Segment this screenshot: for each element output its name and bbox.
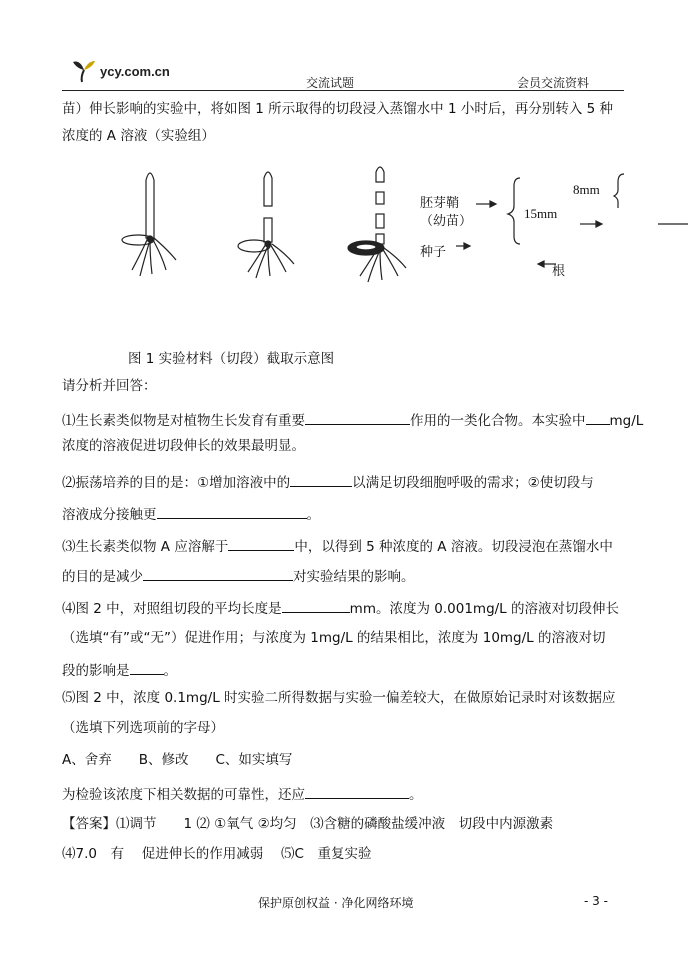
figure-caption: 图 1 实验材料（切段）截取示意图 [128,351,335,367]
question-5-line-1: ⑸图 2 中，浓度 0.1mg/L 时实验二所得数据与实验一偏差较大，在做原始记录时对该数据应 [62,690,616,706]
question-2-line-1: ⑵振荡培养的目的是：①增加溶液中的 以满足切段细胞呼吸的需求；②使切段与 [62,475,594,491]
question-4-line-3: 段的影响是 。 [62,663,177,679]
label-15mm: 15mm [524,206,558,221]
question-1-line-1: ⑴生长素类似物是对植物生长发育有重要 作用的一类化合物。本实验中 mg/L [62,413,644,429]
label-arrows [456,201,688,267]
intro-line-2: 浓度的 A 溶液（实验组） [62,128,215,144]
question-4-line-1: ⑷图 2 中，对照组切段的平均长度是 mm。浓度为 0.001mg/L 的溶液对切段伸长 [62,601,619,617]
q2-blank-contact[interactable] [157,506,307,519]
question-5-line-3: 为检验该浓度下相关数据的可靠性，还应 。 [62,787,423,803]
seedling-1 [122,173,176,276]
header-center: 交流试题 [306,76,355,90]
intro-line-1: 苗）伸长影响的实验中，将如图 1 所示取得的切段浸入蒸馏水中 1 小时后，再分别转入 5 种 [62,101,614,117]
q2-blank-gas[interactable] [290,474,352,487]
q5-blank-action[interactable] [305,786,409,799]
label-seed: 种子 [420,245,447,260]
q4-blank-effect[interactable] [130,662,164,675]
logo-icon [70,56,98,84]
figure-1-drawing [110,160,688,290]
q4-blank-length[interactable] [282,600,350,613]
label-root: 根 [552,264,566,279]
q3-blank-solvent[interactable] [228,538,294,551]
logo-text: ycy.com.cn [100,64,170,79]
question-prompt: 请分析并回答： [62,378,157,394]
question-5-options: A、舍弃 B、修改 C、如实填写 [62,752,293,768]
header-rule [62,90,624,91]
label-coleoptile: 胚芽鞘 [420,196,460,211]
label-seedling: （幼苗） [420,214,473,229]
footer-center: 保护原创权益 · 净化网络环境 [258,896,414,910]
answer-line-2: ⑷7.0 有 促进伸长的作用减弱 ⑸C 重复实验 [62,846,372,862]
question-5-line-2: （选填下列选项前的字母） [62,720,224,736]
question-3-line-2: 的目的是减少 对实验结果的影响。 [62,569,415,585]
question-2-line-2: 溶液成分接触更 。 [62,507,320,523]
answer-line-1: 【答案】⑴调节 1 ⑵ ①氧气 ②均匀 ⑶含糖的磷酸盐缓冲液 切段中内源激素 [62,816,554,832]
q3-blank-factor[interactable] [143,568,293,581]
seedling-2 [238,172,294,278]
q1-blank-concentration[interactable] [586,412,610,425]
seedling-3 [348,167,406,282]
footer-page-number: - 3 - [584,894,608,908]
label-8mm: 8mm [573,182,600,197]
question-3-line-1: ⑶生长素类似物 A 应溶解于 中，以得到 5 种浓度的 A 溶液。切段浸泡在蒸馏水中 [62,539,613,555]
q1-blank-role[interactable] [305,412,410,425]
question-1-line-2: 浓度的溶液促进切段伸长的效果最明显。 [62,438,305,454]
question-4-line-2: （选填“有”或“无”）促进作用；与浓度为 1mg/L 的结果相比，浓度为 10mg/L 的溶液对切 [62,630,606,646]
header-right: 会员交流资料 [517,76,590,90]
